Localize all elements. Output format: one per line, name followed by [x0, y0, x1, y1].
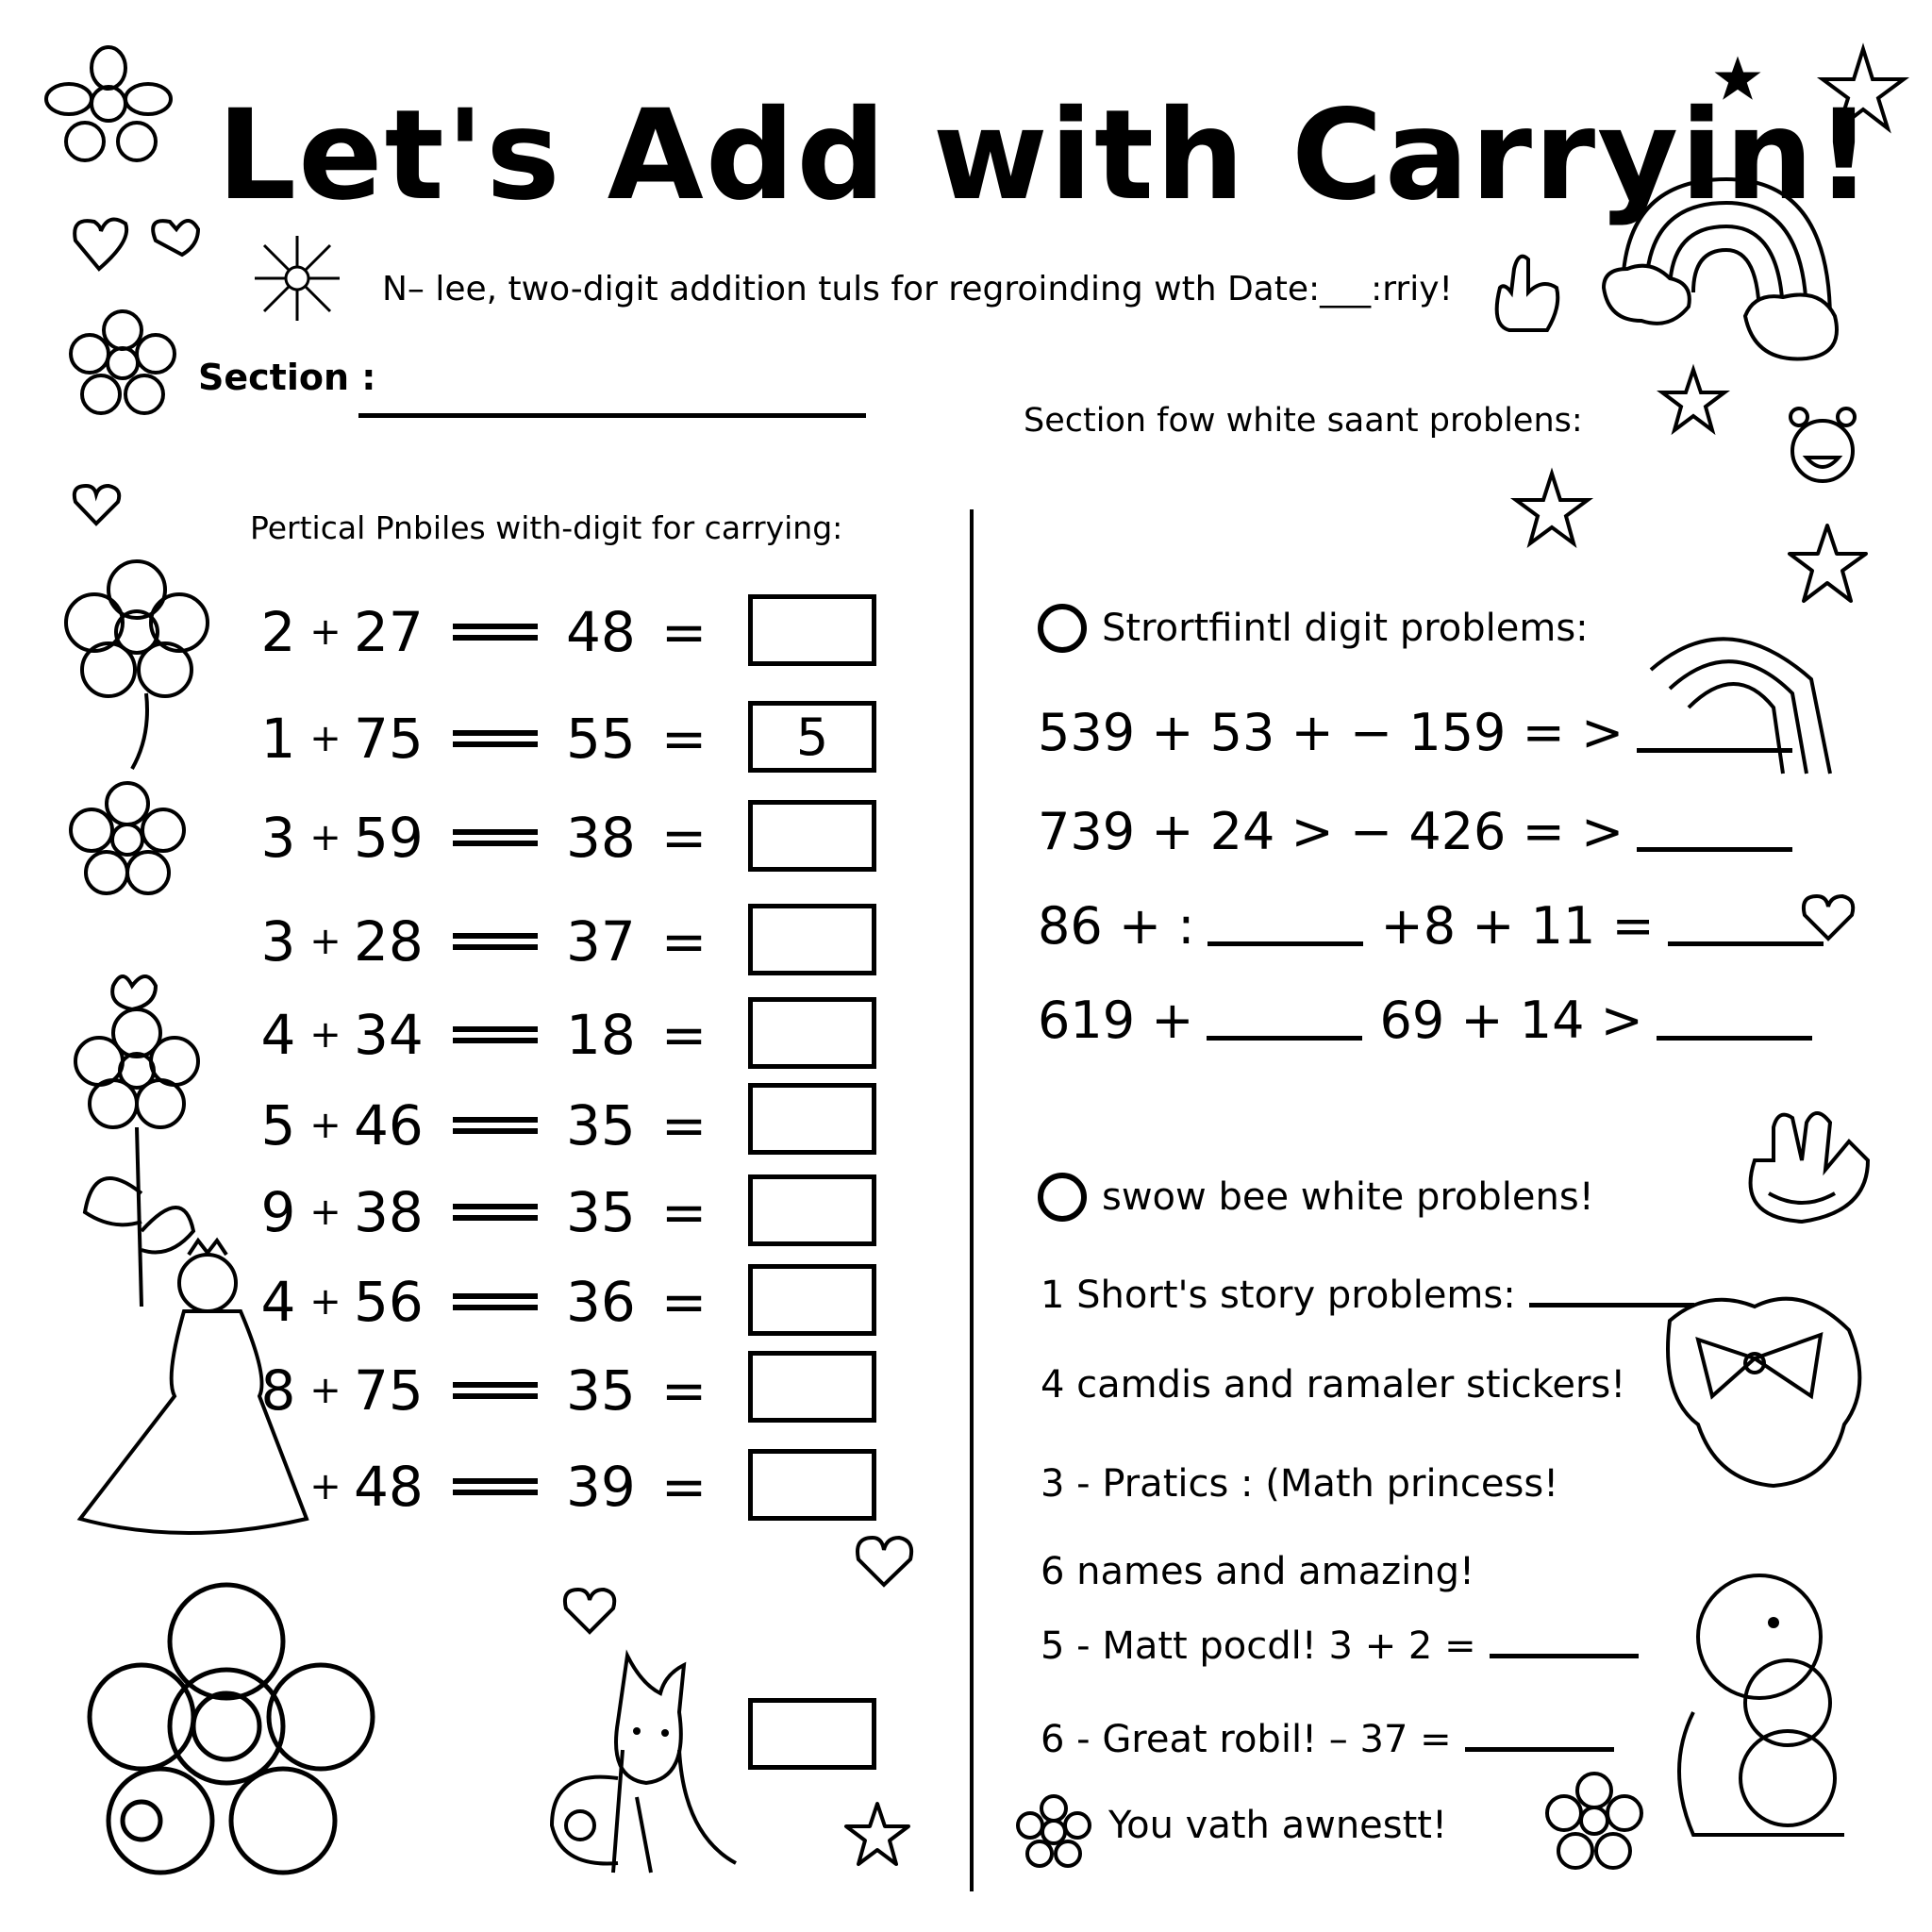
heart-icon [71, 481, 123, 528]
addend-b: 34 [354, 1003, 424, 1067]
star-icon [1821, 47, 1906, 132]
equation-text: 539 + 53 + − 159 = > [1038, 703, 1624, 762]
equals-sign: = [660, 909, 708, 974]
story-item [1041, 1274, 1711, 1317]
princess-icon [71, 1236, 316, 1547]
bow-icon [1660, 1283, 1877, 1500]
problem-row [259, 800, 712, 875]
closing-message [1108, 1804, 1447, 1847]
double-line [453, 1117, 538, 1134]
answer-box[interactable] [748, 904, 876, 975]
equation-text: +8 + 11 = [1380, 896, 1655, 956]
sparkle-icon [255, 236, 340, 321]
addend-b: 28 [354, 909, 424, 974]
column-divider [970, 509, 974, 1891]
section-label: Section : [198, 357, 376, 398]
equation-text: 69 + 14 > [1379, 991, 1643, 1050]
answer-blank[interactable] [1657, 1035, 1812, 1041]
double-line [453, 1204, 538, 1221]
equation-row [1038, 991, 1829, 1050]
addend-a: 8 [260, 1358, 296, 1423]
flower-icon [71, 783, 184, 896]
equals-sign: = [660, 1358, 708, 1423]
equation-text: 619 + [1038, 991, 1194, 1050]
problem-row [259, 594, 712, 670]
answer-box[interactable] [748, 1174, 876, 1246]
closing-text: You vath awnestt! [1108, 1804, 1448, 1847]
story-item [1041, 1624, 1656, 1668]
equation-text: 739 + 24 > − 426 = > [1038, 802, 1624, 861]
addend-a: 3 [260, 909, 296, 974]
value-c: 35 [566, 1358, 636, 1423]
answer-blank[interactable] [1207, 1035, 1362, 1041]
star-icon [1788, 524, 1868, 604]
addend-a: 4 [260, 1270, 296, 1334]
flower-icon [71, 311, 175, 415]
addend-b: 56 [354, 1270, 424, 1334]
heart-icon [1800, 891, 1857, 943]
flower-icon [71, 557, 203, 774]
answer-blank[interactable] [1465, 1746, 1614, 1752]
hand-icon [1491, 250, 1566, 335]
plus-sign: + [309, 920, 341, 963]
addend-b: 48 [354, 1455, 424, 1519]
equals-sign: = [660, 1180, 708, 1244]
plus-sign: + [309, 717, 341, 760]
story-item [1041, 1550, 1474, 1593]
plus-sign: + [309, 1369, 341, 1412]
value-c: 48 [566, 600, 636, 664]
bottom-answer-box[interactable] [748, 1698, 876, 1770]
addend-a: 4 [260, 1003, 296, 1067]
story-text: 3 - Pratics : (Math princess! [1041, 1462, 1559, 1506]
problem-row [259, 1264, 712, 1340]
plus-sign: + [309, 1191, 341, 1234]
heading-text: swow bee white problens! [1102, 1175, 1594, 1219]
addend-b: 27 [354, 600, 424, 664]
equals-sign: = [660, 1093, 708, 1158]
flower-icon [42, 47, 175, 160]
rainbow-icon [1604, 179, 1858, 368]
problem-row [259, 1353, 712, 1428]
addend-a: 1 [260, 707, 296, 771]
answer-box[interactable] [748, 1083, 876, 1155]
star-icon [1660, 368, 1726, 434]
checkbox-circle[interactable] [1038, 1173, 1087, 1222]
double-line [453, 933, 538, 950]
equals-sign: = [660, 806, 708, 870]
double-line [453, 1382, 538, 1399]
addend-b: 59 [354, 806, 424, 870]
answer-box[interactable] [748, 1264, 876, 1336]
heart-icon [561, 1585, 618, 1637]
value-c: 38 [566, 806, 636, 870]
equals-sign: = [660, 707, 708, 771]
addend-a: 9 [260, 1180, 296, 1244]
story-text: 5 - Matt pocdl! 3 + 2 = [1041, 1624, 1476, 1668]
flower-icon [1547, 1774, 1641, 1868]
answer-box[interactable] [748, 1449, 876, 1521]
answer-box[interactable] [748, 1351, 876, 1423]
addend-a: 5 [260, 1093, 296, 1158]
star-icon [844, 1802, 910, 1868]
plus-sign: + [309, 1280, 341, 1324]
addend-b: 75 [354, 1358, 424, 1423]
page-title: Let's Add with Carryin! [217, 83, 1874, 228]
story-text: 4 camdis and ramaler stickers! [1041, 1363, 1626, 1407]
equals-sign: = [660, 600, 708, 664]
value-c: 36 [566, 1270, 636, 1334]
bear-icon [1665, 1571, 1854, 1854]
equals-sign: = [660, 1003, 708, 1067]
double-line [453, 1293, 538, 1310]
answer-box[interactable] [748, 997, 876, 1069]
answer-blank[interactable] [1637, 846, 1792, 852]
double-line [453, 829, 538, 846]
left-heading: Pertical Pnbiles with-digit for carrying: [250, 509, 843, 546]
problem-row [259, 997, 712, 1073]
problem-row [259, 1449, 712, 1524]
plus-sign: + [309, 1465, 341, 1508]
plus-sign: + [309, 816, 341, 859]
answer-box[interactable] [748, 594, 876, 666]
value-c: 39 [566, 1455, 636, 1519]
addend-b: 75 [354, 707, 424, 771]
rainbow-icon [1651, 623, 1840, 783]
plus-sign: + [309, 1013, 341, 1057]
cat-icon [524, 1646, 750, 1891]
heading-text: Strortfiintl digit problems: [1102, 607, 1589, 650]
double-line [453, 624, 538, 641]
equals-sign: = [660, 1270, 708, 1334]
heart-icon [854, 1533, 915, 1590]
story-text: 6 names and amazing! [1041, 1550, 1474, 1593]
flower-icon [47, 1585, 358, 1896]
value-c: 35 [566, 1093, 636, 1158]
addend-b: 38 [354, 1180, 424, 1244]
story-item [1041, 1718, 1631, 1761]
problem-row [259, 904, 712, 979]
section-name-field[interactable] [358, 413, 866, 418]
answer-blank[interactable] [1208, 941, 1363, 946]
bear-icon [1788, 406, 1858, 486]
equation-row [1038, 896, 1840, 956]
hand-icon [1736, 1104, 1877, 1226]
plus-sign: + [309, 610, 341, 654]
right-section-label: Section fow white saant problens: [1024, 402, 1583, 440]
plus-sign: + [309, 1104, 341, 1147]
double-line [453, 730, 538, 747]
story-item [1041, 1363, 1625, 1407]
heart-icon [71, 212, 212, 278]
story-text: 6 - Great robil! – 37 = [1041, 1718, 1452, 1761]
problem-row [259, 1088, 712, 1163]
star-icon [1717, 58, 1759, 101]
value-c: 37 [566, 909, 636, 974]
value-c: 18 [566, 1003, 636, 1067]
subtitle: N– lee, two-digit addition tuls for regroinding wth Date:___:rriy! [382, 270, 1453, 308]
answer-box[interactable] [748, 800, 876, 872]
problem-row [259, 701, 712, 776]
answer-box[interactable]: 5 [748, 701, 876, 773]
answer-blank[interactable] [1490, 1653, 1639, 1658]
double-line [453, 1026, 538, 1043]
story-text: 1 Short's story problems: [1041, 1274, 1516, 1317]
value-c: 35 [566, 1180, 636, 1244]
equals-sign: = [660, 1455, 708, 1519]
story-item [1041, 1462, 1558, 1506]
problem-row [259, 1174, 712, 1250]
star-icon [1514, 472, 1590, 547]
right-heading-1 [1038, 604, 1589, 653]
flower-icon [1019, 1797, 1090, 1868]
addend-a: 3 [260, 806, 296, 870]
equation-text: 86 + : [1038, 896, 1195, 956]
addend-b: 46 [354, 1093, 424, 1158]
double-line [453, 1478, 538, 1495]
value-c: 55 [566, 707, 636, 771]
addend-a: 2 [260, 600, 296, 664]
right-heading-2 [1038, 1173, 1594, 1222]
checkbox-circle[interactable] [1038, 604, 1087, 653]
equation-row [1038, 802, 1809, 861]
